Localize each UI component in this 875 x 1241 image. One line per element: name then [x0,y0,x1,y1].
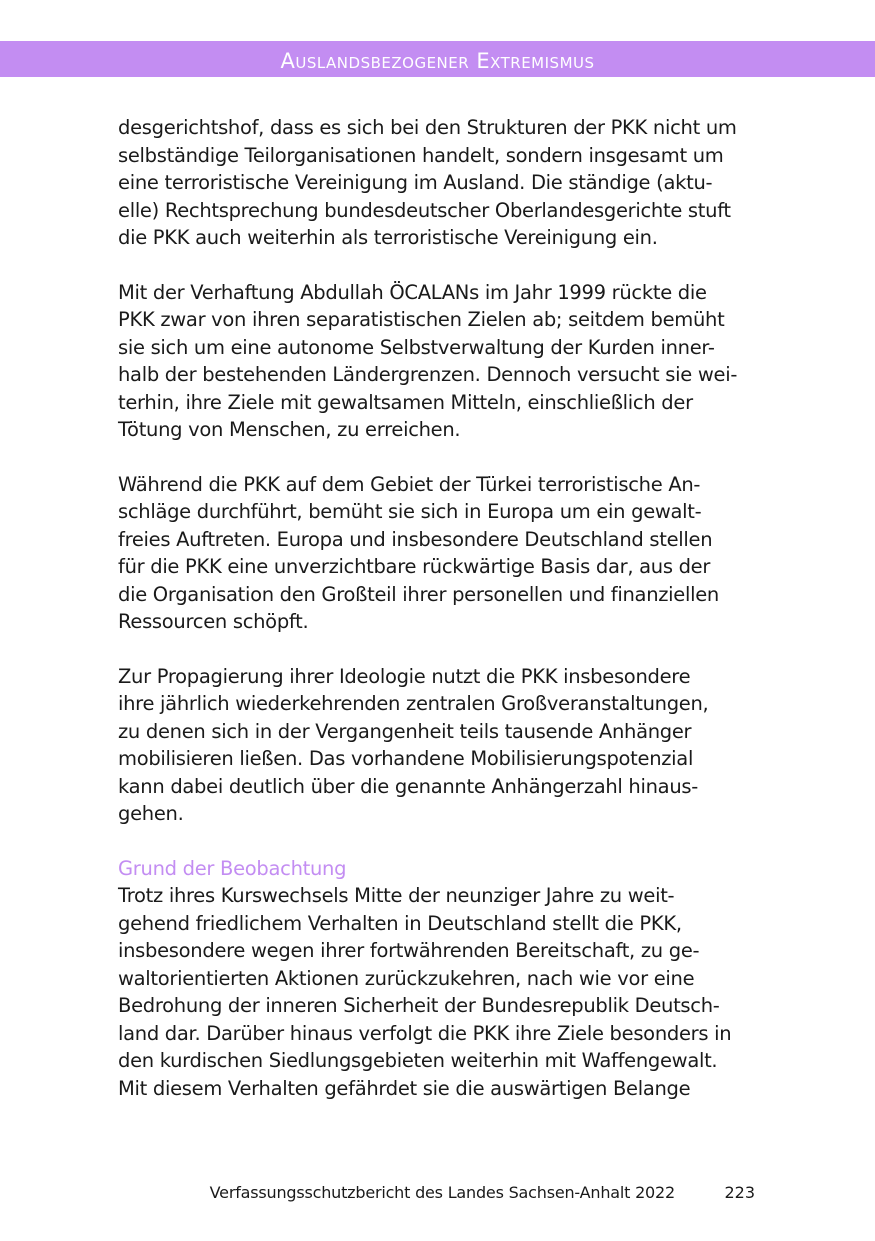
text-line: terhin, ihre Ziele mit gewaltsamen Mitteln, einschließlich der [118,390,693,414]
text-line: desgerichtshof, dass es sich bei den Strukturen der PKK nicht um [118,116,737,139]
text-line: kann dabei deutlich über die genannte Anhängerzahl hinaus- [118,774,698,798]
text-line: die Organisation den Großteil ihrer personellen und finanziellen [118,582,719,606]
chapter-header-bar [0,41,875,77]
footer-publication-title: Verfassungsschutzbericht des Landes Sachsen-Anhalt 2022 [209,1183,675,1202]
text-line: schläge durchführt, bemüht sie sich in Europa um ein gewalt- [118,500,702,523]
text-line: Trotz ihres Kurswechsels Mitte der neunziger Jahre zu weit- [118,884,675,907]
text-line: gehend friedlichem Verhalten in Deutschland stellt die PKK, [118,911,682,935]
text-line: Ressourcen schöpft. [118,610,309,633]
text-line: freies Auftreten. Europa und insbesondere Deutschland stellen [118,527,713,551]
text-line: halb der bestehenden Ländergrenzen. Dennoch versucht sie wei- [118,363,738,386]
text-line: waltorientierten Aktionen zurückzukehren, nach wie vor eine [118,966,695,990]
text-line: PKK zwar von ihren separatistischen Zielen ab; seitdem bemüht [118,308,725,331]
text-line: insbesondere wegen ihrer fortwährenden Bereitschaft, zu ge- [118,939,700,962]
text-line: gehen. [118,802,184,825]
text-line: die PKK auch weiterhin als terroristische Vereinigung ein. [118,226,658,249]
main-body-text [118,114,758,1129]
paragraph-2 [118,279,758,444]
text-line: elle) Rechtsprechung bundesdeutscher Oberlandesgerichte stuft [118,198,731,222]
text-line: Bedrohung der inneren Sicherheit der Bundesrepublik Deutsch- [118,994,720,1017]
text-line: eine terroristische Vereinigung im Ausland. Die ständige (aktu- [118,171,713,194]
text-line: mobilisieren ließen. Das vorhandene Mobilisierungspotenzial [118,747,694,770]
text-line: land dar. Darüber hinaus verfolgt die PKK ihre Ziele besonders in [118,1021,732,1045]
page-number: 223 [724,1183,755,1202]
text-line: Zur Propagierung ihrer Ideologie nutzt die PKK insbesondere [118,664,691,688]
text-line: für die PKK eine unverzichtbare rückwärtige Basis dar, aus der [118,555,711,578]
chapter-title: Auslandsbezogener Extremismus [280,49,595,73]
text-line: den kurdischen Siedlungsgebieten weiterhin mit Waffengewalt. [118,1049,718,1072]
text-line: Mit der Verhaftung Abdullah ÖCALANs im Jahr 1999 rückte die [118,280,707,304]
section-grund-der-beobachtung [118,855,758,1103]
text-line: Tötung von Menschen, zu erreichen. [118,418,461,441]
paragraph-1 [118,114,758,252]
text-line: sie sich um eine autonome Selbstverwaltung der Kurden inner- [118,335,715,359]
text-line: Während die PKK auf dem Gebiet der Türkei terroristische An- [118,472,701,496]
text-line: zu denen sich in der Vergangenheit teils tausende Anhänger [118,719,692,743]
text-line: Mit diesem Verhalten gefährdet sie die auswärtigen Belange [118,1076,691,1100]
paragraph-4 [118,663,758,828]
text-line: ihre jährlich wiederkehrenden zentralen Großveranstaltungen, [118,692,709,715]
section-heading: Grund der Beobachtung [118,856,347,880]
text-line: selbständige Teilorganisationen handelt, sondern insgesamt um [118,143,724,167]
paragraph-3 [118,471,758,636]
